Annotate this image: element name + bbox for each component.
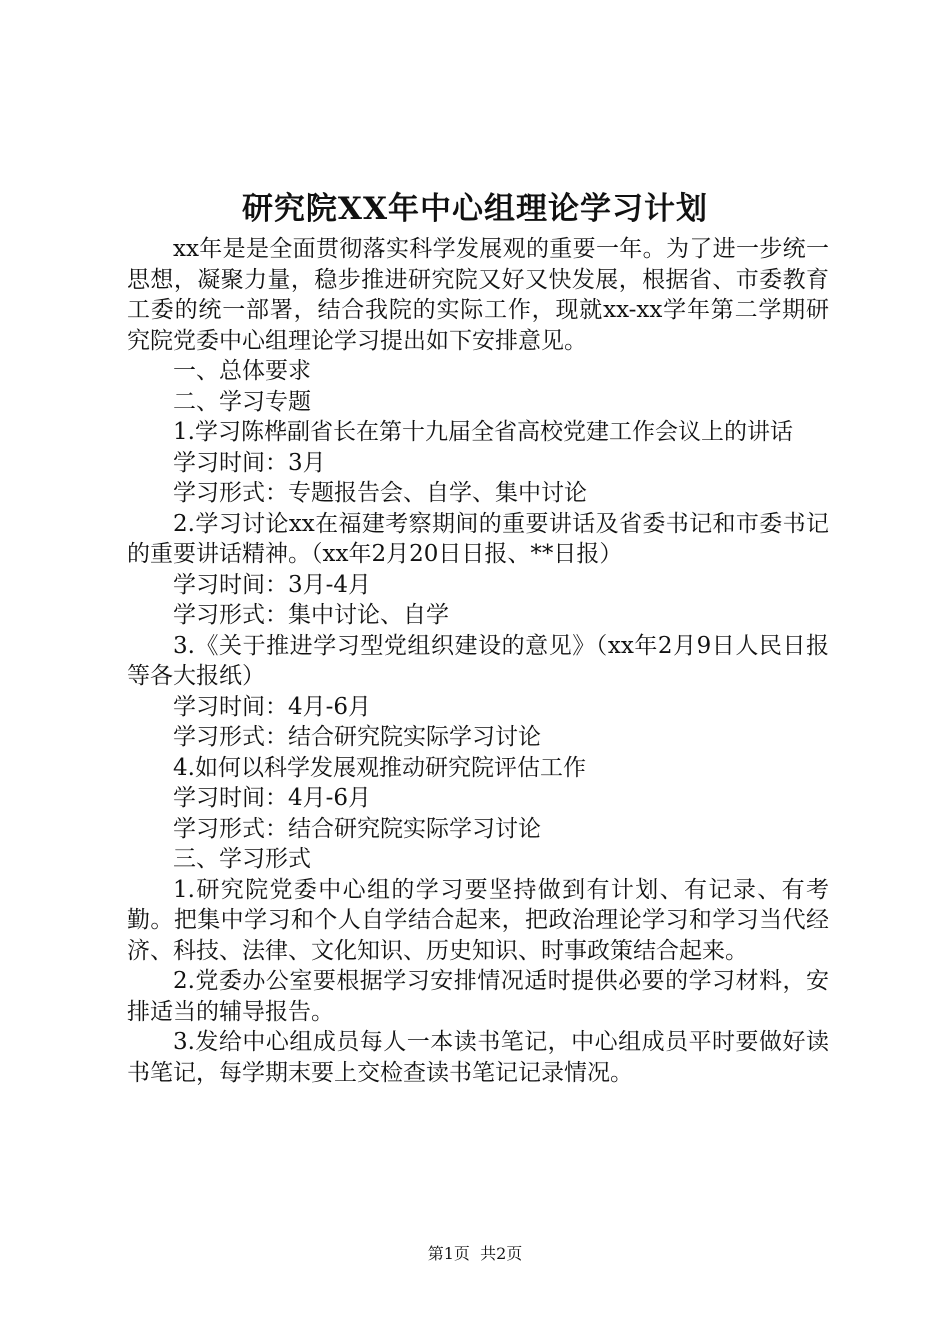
topic-2-format: 学习形式：集中讨论、自学 bbox=[173, 602, 449, 628]
topic-4-time: 学习时间：4月-6月 bbox=[173, 785, 372, 811]
topic-3-format: 学习形式：结合研究院实际学习讨论 bbox=[173, 724, 541, 750]
format-item-1: 1.研究院党委中心组的学习要坚持做到有计划、有记录、有考勤。把集中学习和个人自学结合起来，把政治理论学习和学习当代经济、科技、法律、文化知识、历史知识、时事政策结合起来。 bbox=[127, 876, 829, 964]
topic-1-time: 学习时间：3月 bbox=[173, 449, 326, 476]
page-total: 共2页 bbox=[480, 1244, 523, 1263]
topic-3-time: 学习时间：4月-6月 bbox=[173, 693, 372, 720]
topic-2: 2.学习讨论xx在福建考察期间的重要讲话及省委书记和市委书记的重要讲话精神。（xx年2月20日日报、**日报） bbox=[127, 510, 829, 567]
topic-1-format: 学习形式：专题报告会、自学、集中讨论 bbox=[173, 480, 587, 506]
section-heading-study-topics: 二、学习专题 bbox=[173, 388, 311, 415]
topic-1: 1.学习陈桦副省长在第十九届全省高校党建工作会议上的讲话 bbox=[173, 419, 793, 445]
topic-4-format: 学习形式：结合研究院实际学习讨论 bbox=[173, 815, 541, 842]
topic-4: 4.如何以科学发展观推动研究院评估工作 bbox=[173, 754, 586, 781]
format-item-3: 3.发给中心组成员每人一本读书笔记，中心组成员平时要做好读书笔记，每学期末要上交检查读书笔记记录情况。 bbox=[127, 1029, 829, 1086]
page-number: 第1页 bbox=[427, 1244, 470, 1263]
section-heading-general-requirements: 一、总体要求 bbox=[173, 358, 311, 384]
format-item-2: 2.党委办公室要根据学习安排情况适时提供必要的学习材料，安排适当的辅导报告。 bbox=[127, 968, 829, 1025]
topic-2-time: 学习时间：3月-4月 bbox=[173, 571, 372, 598]
paragraph-intro: xx年是是全面贯彻落实科学发展观的重要一年。为了进一步统一思想，凝聚力量，稳步推进研究院又好又快发展，根据省、市委教育工委的统一部署，结合我院的实际工作，现就xx-xx学年第二学期研究院党委中心组理论学习提出如下安排意见。 bbox=[127, 236, 829, 354]
document-title: 研究院XX年中心组理论学习计划 bbox=[241, 191, 709, 227]
page-footer bbox=[0, 1242, 950, 1266]
document-body bbox=[127, 234, 829, 1088]
topic-3: 3.《关于推进学习型党组织建设的意见》（xx年2月9日人民日报等各大报纸） bbox=[127, 632, 829, 689]
section-heading-study-format: 三、学习形式 bbox=[173, 846, 311, 872]
